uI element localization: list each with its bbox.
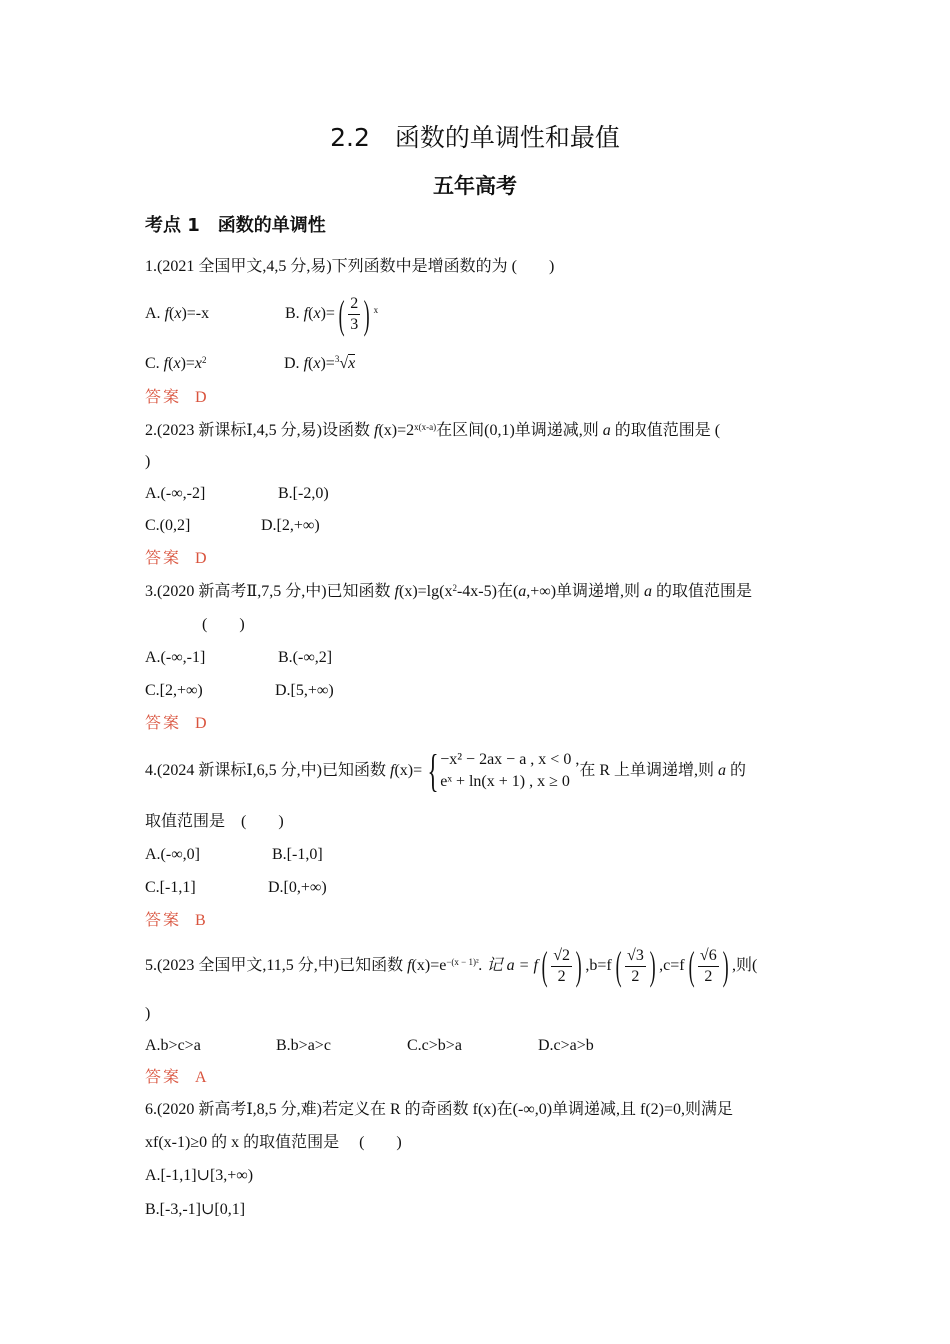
q2-stem-cont: ) xyxy=(145,453,151,470)
q2-stem: 2.(2023 新课标Ⅰ,4,5 分,易)设函数 $f(x)=2^{x(x-a)}$在区间(0,1)单调递减,则 a 的取值范围是 ( xyxy=(145,422,721,439)
q4-stem: 4.(2024 新课标Ⅰ,6,5 分,中)已知函数 f(x)= { −x² − 2ax − a , x < 0 , eˣ + ln(x + 1) , x ≥ 0 在 R 上单调递增,则 a 的 xyxy=(145,745,747,797)
q4-option-d: D.[0,+∞) xyxy=(268,879,327,896)
q2-options-row1 xyxy=(145,484,329,504)
q3-stem: 3.(2020 新高考Ⅱ,7,5 分,中)已知函数 $f(x)=\lg(x^2-4x-5)$在(a,+∞)单调递增,则 a 的取值范围是 xyxy=(145,583,753,600)
q5-option-d: D.c>a>b xyxy=(538,1037,594,1054)
q1-stem: 1.(2021 全国甲文,4,5 分,易)下列函数中是增函数的为 ( ) xyxy=(145,258,555,275)
q6-option-b: B.[-3,-1]∪[0,1] xyxy=(145,1201,246,1218)
q3-answer: 答案 D xyxy=(145,715,207,732)
q3-options-row1 xyxy=(145,648,332,668)
q4-stem-cont: 取值范围是 ( ) xyxy=(145,813,284,830)
q4-option-c: C.[-1,1] xyxy=(145,879,196,896)
q2-option-a: A.(-∞,-2] xyxy=(145,485,206,502)
q1-options-row2 xyxy=(145,353,355,374)
q3-option-c: C.[2,+∞) xyxy=(145,682,203,699)
q5-answer: 答案 A xyxy=(145,1069,207,1086)
q2-answer: 答案 D xyxy=(145,550,207,567)
q4-option-a: A.(-∞,0] xyxy=(145,846,200,863)
q6-option-a: A.[-1,1]∪[3,+∞) xyxy=(145,1167,254,1184)
q5-options xyxy=(145,1036,594,1056)
q3-option-b: B.(-∞,2] xyxy=(278,649,333,666)
q3-options-row2 xyxy=(145,681,334,701)
q4-option-b: B.[-1,0] xyxy=(272,846,323,863)
section-heading: 考点 1 函数的单调性 xyxy=(145,215,326,236)
q5-stem: 5.(2023 全国甲文,11,5 分,中)已知函数 $f(x)=e^{-(x - 1)^2}$. 记 a = f( $\frac{√2}{2}$ ) ,b=f( $\frac{√3}{2}$ ) ,c=f( $\frac{√6}{2}$ ) ,则( xyxy=(145,943,758,989)
q4-options-row2 xyxy=(145,878,327,898)
q5-option-b: B.b>a>c xyxy=(276,1037,331,1054)
q1-option-b: B. f(x)=( $\frac{2}{3}$ ) $^x$ xyxy=(285,291,379,337)
q2-option-c: C.(0,2] xyxy=(145,517,191,534)
q2-option-b: B.[-2,0) xyxy=(278,485,329,502)
page-subtitle: 五年高考 xyxy=(433,174,517,198)
q5-stem-cont: ) xyxy=(145,1005,151,1022)
q6-stem-cont: xf(x-1)≥0 的 x 的取值范围是 ( ) xyxy=(145,1134,402,1151)
q3-option-d: D.[5,+∞) xyxy=(275,682,334,699)
q1-options-row1 xyxy=(145,291,379,337)
page-title: 2.2 函数的单调性和最值 xyxy=(330,123,620,152)
q5-option-c: C.c>b>a xyxy=(407,1037,462,1054)
q4-answer: 答案 B xyxy=(145,912,206,929)
q3-option-a: A.(-∞,-1] xyxy=(145,649,206,666)
q4-piecewise: −x² − 2ax − a , x < 0 , eˣ + ln(x + 1) , x ≥ 0 xyxy=(440,751,580,791)
q1-option-c: C. $f(x)=x^2$ xyxy=(145,355,207,372)
q5-option-a: A.b>c>a xyxy=(145,1037,201,1054)
q3-stem-cont: ( ) xyxy=(202,616,245,633)
q1-answer: 答案 D xyxy=(145,389,207,406)
q6-stem: 6.(2020 新高考Ⅰ,8,5 分,难)若定义在 R 的奇函数 f(x)在(-∞,0)单调递减,且 f(2)=0,则满足 xyxy=(145,1101,734,1118)
q1-option-d: D. f(x)=$^3$√x xyxy=(284,354,356,372)
q1-option-a: A. f(x)=-x xyxy=(145,305,210,323)
q2-options-row2 xyxy=(145,516,320,536)
q4-options-row1 xyxy=(145,845,323,865)
q2-option-d: D.[2,+∞) xyxy=(261,517,320,534)
